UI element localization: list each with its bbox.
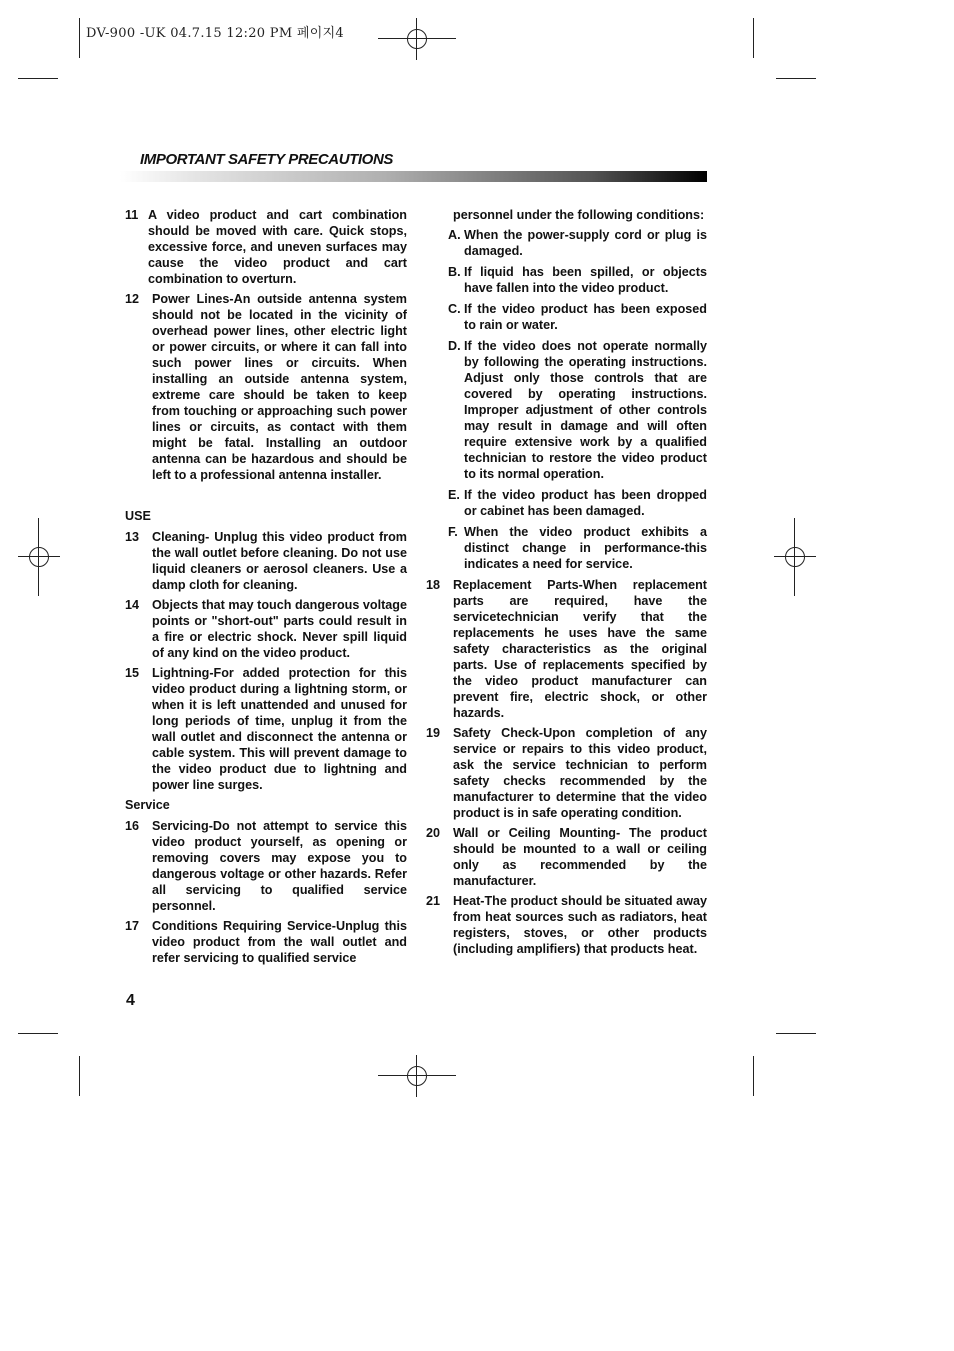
title-gradient-bar: [120, 171, 707, 182]
right-column: [426, 207, 707, 961]
item-number: C.: [448, 302, 461, 316]
registration-mark-bottom: [378, 1055, 456, 1097]
crop-mark: [18, 78, 58, 79]
item-number: 15: [125, 666, 140, 680]
list-item: [426, 725, 707, 821]
registration-mark-right: [774, 518, 816, 596]
item-number: 19: [426, 726, 441, 740]
list-item: [125, 529, 407, 593]
item-text: If the video product has been exposed to rain or water.: [464, 302, 707, 332]
list-item: [125, 918, 407, 966]
crop-mark: [753, 1056, 754, 1096]
list-item: [426, 825, 707, 889]
list-item: [125, 818, 407, 914]
item-number: F.: [448, 525, 458, 539]
sub-item: [426, 524, 707, 572]
item-text: Wall or Ceiling Mounting- The product should be mounted to a wall or ceiling only as recommended by the manufacturer.: [453, 826, 707, 888]
item-number: D.: [448, 339, 461, 353]
item-text: Objects that may touch dangerous voltage points or "short-out" parts could result in a fire or electric shock. Never spill liquid of any kind on the video product.: [152, 598, 407, 660]
item-text: If liquid has been spilled, or objects have fallen into the video product.: [464, 265, 707, 295]
item-number: B.: [448, 265, 461, 279]
item-text: personnel under the following conditions:: [453, 208, 705, 222]
list-item: [125, 291, 407, 483]
list-item: [125, 207, 407, 287]
item-number: 14: [125, 598, 140, 612]
item-text: When the video product exhibits a distinct change in performance-this indicates a need for service.: [464, 525, 707, 571]
list-item: [125, 597, 407, 661]
item-number: 16: [125, 819, 140, 833]
sub-item: [426, 227, 707, 259]
item-number: 12: [125, 292, 140, 306]
item-number: 11: [125, 208, 139, 222]
item-number: E.: [448, 488, 460, 502]
registration-mark-left: [18, 518, 60, 596]
item-text: If the video product has been dropped or cabinet has been damaged.: [464, 488, 707, 518]
item-number: 20: [426, 826, 441, 840]
registration-mark-top: [378, 18, 456, 60]
item-text: If the video does not operate normally by following the operating instructions. Adjust only those controls that are covered by operating instructions. Improper adjustment of other controls may result in damage and will often require extensive work by a qualified technician to restore the video product to its normal operation.: [464, 339, 707, 481]
section-title: IMPORTANT SAFETY PRECAUTIONS: [140, 151, 393, 168]
continued-text: [426, 207, 707, 223]
item-number: 13: [125, 530, 140, 544]
item-text: Power Lines-An outside antenna system should not be located in the vicinity of overhead power lines, other electric light or power circuits, or where it can fall into such power lines or circuits. When installing an outside antenna system, extreme care should be taken to keep from touching or approaching such power lines or circuits, as contact with them might be fatal. Installing an outdoor antenna can be hazardous and should be left to a professional antenna installer.: [152, 292, 407, 482]
page-number: 4: [126, 992, 135, 1009]
sub-item: [426, 264, 707, 296]
crop-mark: [776, 78, 816, 79]
item-number: 21: [426, 894, 441, 908]
item-text: Lightning-For added protection for this video product during a lightning storm, or when it is left unattended and unused for long periods of time, unplug it from the wall outlet and disconnect the antenna or cable system. This will prevent damage to the video product due to lightning and power line surges.: [152, 666, 407, 792]
item-text: Conditions Requiring Service-Unplug this video product from the wall outlet and refer servicing to qualified service: [152, 919, 407, 965]
section-heading: USE: [125, 509, 151, 523]
item-number: 17: [125, 919, 140, 933]
list-item: [426, 893, 707, 957]
sub-item: [426, 301, 707, 333]
crop-mark: [18, 1033, 58, 1034]
item-number: 18: [426, 578, 441, 592]
section-heading: Service: [125, 798, 170, 812]
crop-mark: [753, 18, 754, 58]
list-item: [125, 665, 407, 793]
item-number: A.: [448, 228, 461, 242]
crop-mark: [776, 1033, 816, 1034]
item-text: A video product and cart combination should be moved with care. Quick stops, excessive force, and uneven surfaces may cause the video product and cart combination to overturn.: [148, 208, 407, 286]
sub-item: [426, 338, 707, 482]
item-text: Heat-The product should be situated away from heat sources such as radiators, heat registers, stoves, or other products (including amplifiers) that products heat.: [453, 894, 707, 956]
print-header: DV-900 -UK 04.7.15 12:20 PM 페이지4: [86, 26, 345, 41]
item-text: When the power-supply cord or plug is damaged.: [464, 228, 707, 258]
item-text: Cleaning- Unplug this video product from the wall outlet before cleaning. Do not use liquid cleaners or aerosol cleaners. Use a damp cloth for cleaning.: [152, 530, 407, 592]
crop-mark: [79, 18, 80, 58]
left-column: [125, 207, 407, 970]
crop-mark: [79, 1056, 80, 1096]
item-text: Servicing-Do not attempt to service this video product yourself, as opening or removing covers may expose you to dangerous voltage or other hazards. Refer all servicing to qualified service personnel.: [152, 819, 407, 913]
sub-item: [426, 487, 707, 519]
item-text: Safety Check-Upon completion of any service or repairs to this video product, ask the service technician to perform safety checks recommended by the manufacturer to determine that the video product is in safe operating condition.: [453, 726, 707, 820]
item-text: Replacement Parts-When replacement parts are required, have the servicetechnician verify that the replacements he uses have the same safety characteristics as the original parts. Use of replacements specified by the video product manufacturer can prevent fire, electric shock, or other hazards.: [453, 578, 707, 720]
list-item: [426, 577, 707, 721]
